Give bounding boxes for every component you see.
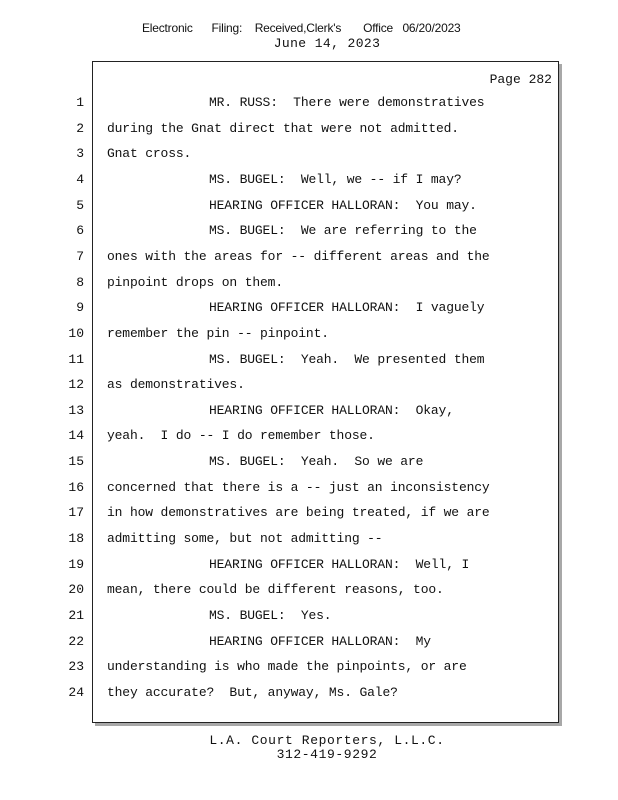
electronic-filing-stamp (142, 21, 461, 35)
stamp-office: Office (363, 21, 394, 35)
line-number: 13 (68, 403, 84, 418)
line-number: 10 (68, 326, 84, 341)
transcript-line: Gnat cross. (107, 146, 192, 161)
transcript-line: yeah. I do -- I do remember those. (107, 428, 375, 443)
line-number: 12 (68, 377, 84, 392)
transcript-line: MS. BUGEL: Yes. (209, 608, 332, 623)
transcript-line: MS. BUGEL: Well, we -- if I may? (209, 172, 462, 187)
line-number: 19 (68, 557, 84, 572)
line-number: 5 (76, 198, 84, 213)
footer-phone: 312-419-9292 (276, 747, 378, 762)
stamp-date: 06/20/2023 (402, 21, 461, 35)
stamp-electronic: Electronic (142, 21, 193, 35)
stamp-filing: Filing: (211, 21, 243, 35)
line-number: 6 (76, 223, 84, 238)
footer-company: L.A. Court Reporters, L.L.C. (209, 733, 445, 748)
line-number: 9 (76, 300, 84, 315)
transcript-line: understanding is who made the pinpoints, or are (107, 659, 467, 674)
transcript-line: MS. BUGEL: Yeah. We presented them (209, 352, 485, 367)
transcript-line: pinpoint drops on them. (107, 275, 283, 290)
line-number: 11 (68, 352, 84, 367)
line-number: 22 (68, 634, 84, 649)
transcript-line: MR. RUSS: There were demonstratives (209, 95, 485, 110)
line-number: 3 (76, 146, 84, 161)
line-number: 21 (68, 608, 84, 623)
transcript-line: ones with the areas for -- different areas and the (107, 249, 490, 264)
transcript-line: MS. BUGEL: Yeah. So we are (209, 454, 424, 469)
transcript-line: MS. BUGEL: We are referring to the (209, 223, 477, 238)
page-number: Page 282 (489, 72, 552, 87)
line-number: 18 (68, 531, 84, 546)
stamp-received: Received,Clerk's (254, 21, 342, 35)
transcript-line: HEARING OFFICER HALLORAN: You may. (209, 198, 477, 213)
line-number: 15 (68, 454, 84, 469)
transcript-line: in how demonstratives are being treated, if we are (107, 505, 490, 520)
line-number: 20 (68, 582, 84, 597)
transcript-line: HEARING OFFICER HALLORAN: Okay, (209, 403, 454, 418)
transcript-line: admitting some, but not admitting -- (107, 531, 383, 546)
transcript-line: mean, there could be different reasons, too. (107, 582, 444, 597)
line-number: 14 (68, 428, 84, 443)
line-number: 7 (76, 249, 84, 264)
line-number: 8 (76, 275, 84, 290)
transcript-line: HEARING OFFICER HALLORAN: My (209, 634, 431, 649)
transcript-date: June 14, 2023 (273, 36, 381, 51)
line-number: 2 (76, 121, 84, 136)
transcript-line: HEARING OFFICER HALLORAN: Well, I (209, 557, 470, 572)
line-number: 16 (68, 480, 84, 495)
transcript-line: remember the pin -- pinpoint. (107, 326, 329, 341)
transcript-line: concerned that there is a -- just an inconsistency (107, 480, 490, 495)
transcript-line: HEARING OFFICER HALLORAN: I vaguely (209, 300, 485, 315)
line-number: 17 (68, 505, 84, 520)
transcript-line: they accurate? But, anyway, Ms. Gale? (107, 685, 398, 700)
line-number: 23 (68, 659, 84, 674)
line-number: 1 (76, 95, 84, 110)
transcript-line: as demonstratives. (107, 377, 245, 392)
transcript-line: during the Gnat direct that were not admitted. (107, 121, 459, 136)
line-number: 4 (76, 172, 84, 187)
line-number: 24 (68, 685, 84, 700)
